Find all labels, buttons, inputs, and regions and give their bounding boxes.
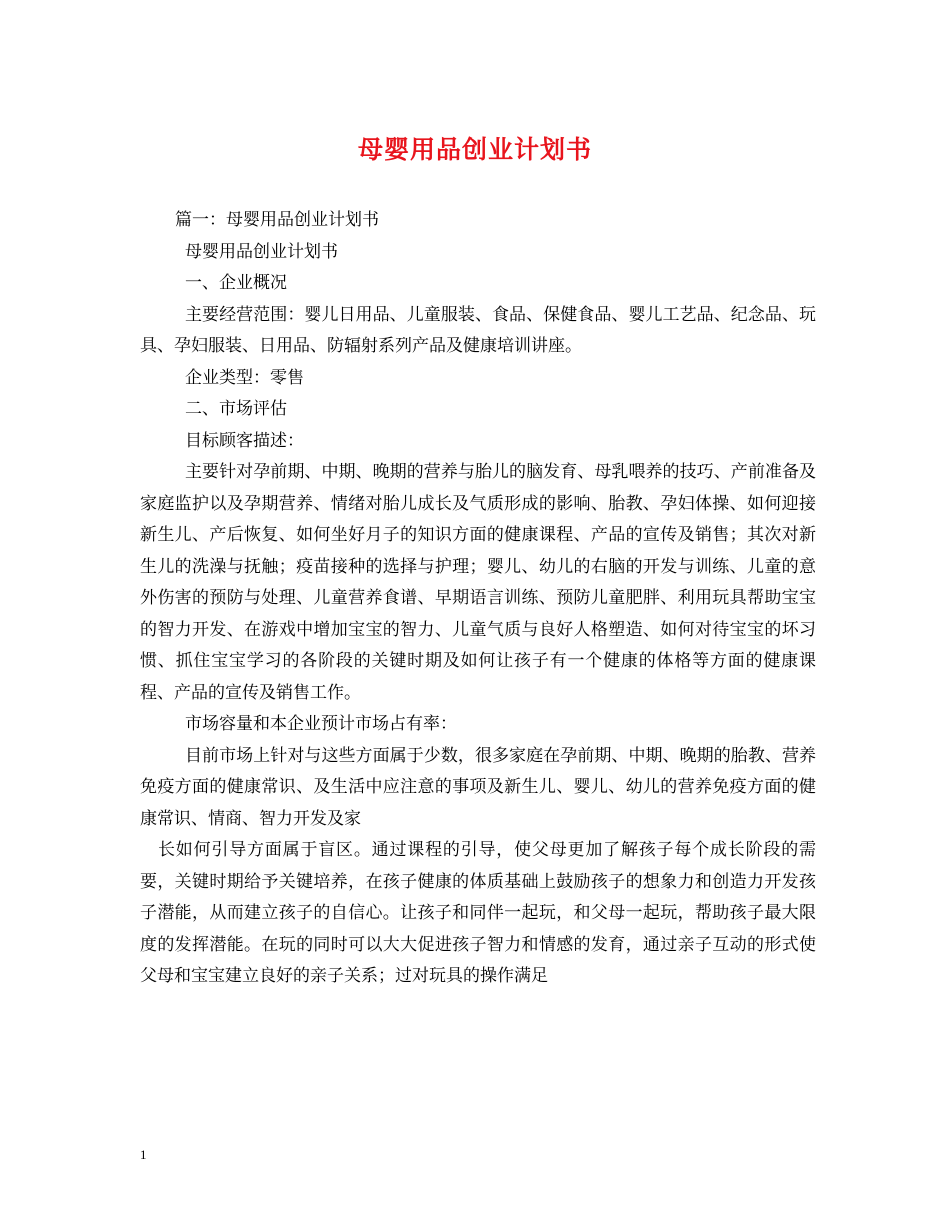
- paragraph-market-continued: 长如何引导方面属于盲区。通过课程的引导，使父母更加了解孩子每个成长阶段的需要，关键时期给予关键培养，在孩子健康的体质基础上鼓励孩子的想象力和创造力开发孩子潜能，从而建立孩子的自信心。让孩子和同伴一起玩，和父母一起玩，帮助孩子最大限度的发挥潜能。在玩的同时可以大大促进孩子智力和情感的发育，通过亲子互动的形式使父母和宝宝建立良好的亲子关系；过对玩具的操作满足: [140, 840, 816, 986]
- paragraph-business-type: 企业类型：零售: [185, 367, 304, 388]
- paragraph-market-heading: 市场容量和本企业预计市场占有率：: [185, 714, 457, 734]
- page-number: 1: [140, 1147, 147, 1162]
- document-body: [140, 205, 816, 993]
- paragraph-business-scope: 主要经营范围：婴儿日用品、儿童服装、食品、保健食品、婴儿工艺品、纪念品、玩具、孕妇服装、日用品、防辐射系列产品及健康培训讲座。: [140, 304, 816, 356]
- paragraph-subtitle: 母婴用品创业计划书: [185, 241, 338, 262]
- paragraph-market-current: 目前市场上针对与这些方面属于少数，很多家庭在孕前期、中期、晚期的胎教、营养免疫方面的健康常识、及生活中应注意的事项及新生儿、婴儿、幼儿的营养免疫方面的健康常识、情商、智力开发及家: [140, 745, 816, 829]
- paragraph-section-1: 一、企业概况: [185, 273, 287, 293]
- paragraph-chapter-heading: 篇一：母婴用品创业计划书: [175, 210, 379, 230]
- document-title: 母婴用品创业计划书: [357, 135, 592, 164]
- paragraph-target-heading: 目标顾客描述：: [185, 430, 304, 451]
- paragraph-section-2: 二、市场评估: [185, 399, 287, 419]
- paragraph-target-description: 主要针对孕前期、中期、晚期的营养与胎儿的脑发育、母乳喂养的技巧、产前准备及家庭监护以及孕期营养、情绪对胎儿成长及气质形成的影响、胎教、孕妇体操、如何迎接新生儿、产后恢复、如何坐好月子的知识方面的健康课程、产品的宣传及销售；其次对新生儿的洗澡与抚触；疫苗接种的选择与护理；婴儿、幼儿的右脑的开发与训练、儿童的意外伤害的预防与处理、儿童营养食谱、早期语言训练、预防儿童肥胖、利用玩具帮助宝宝的智力开发、在游戏中增加宝宝的智力、儿童气质与良好人格塑造、如何对待宝宝的坏习惯、抓住宝宝学习的各阶段的关键时期及如何让孩子有一个健康的体格等方面的健康课程、产品的宣传及销售工作。: [140, 462, 816, 703]
